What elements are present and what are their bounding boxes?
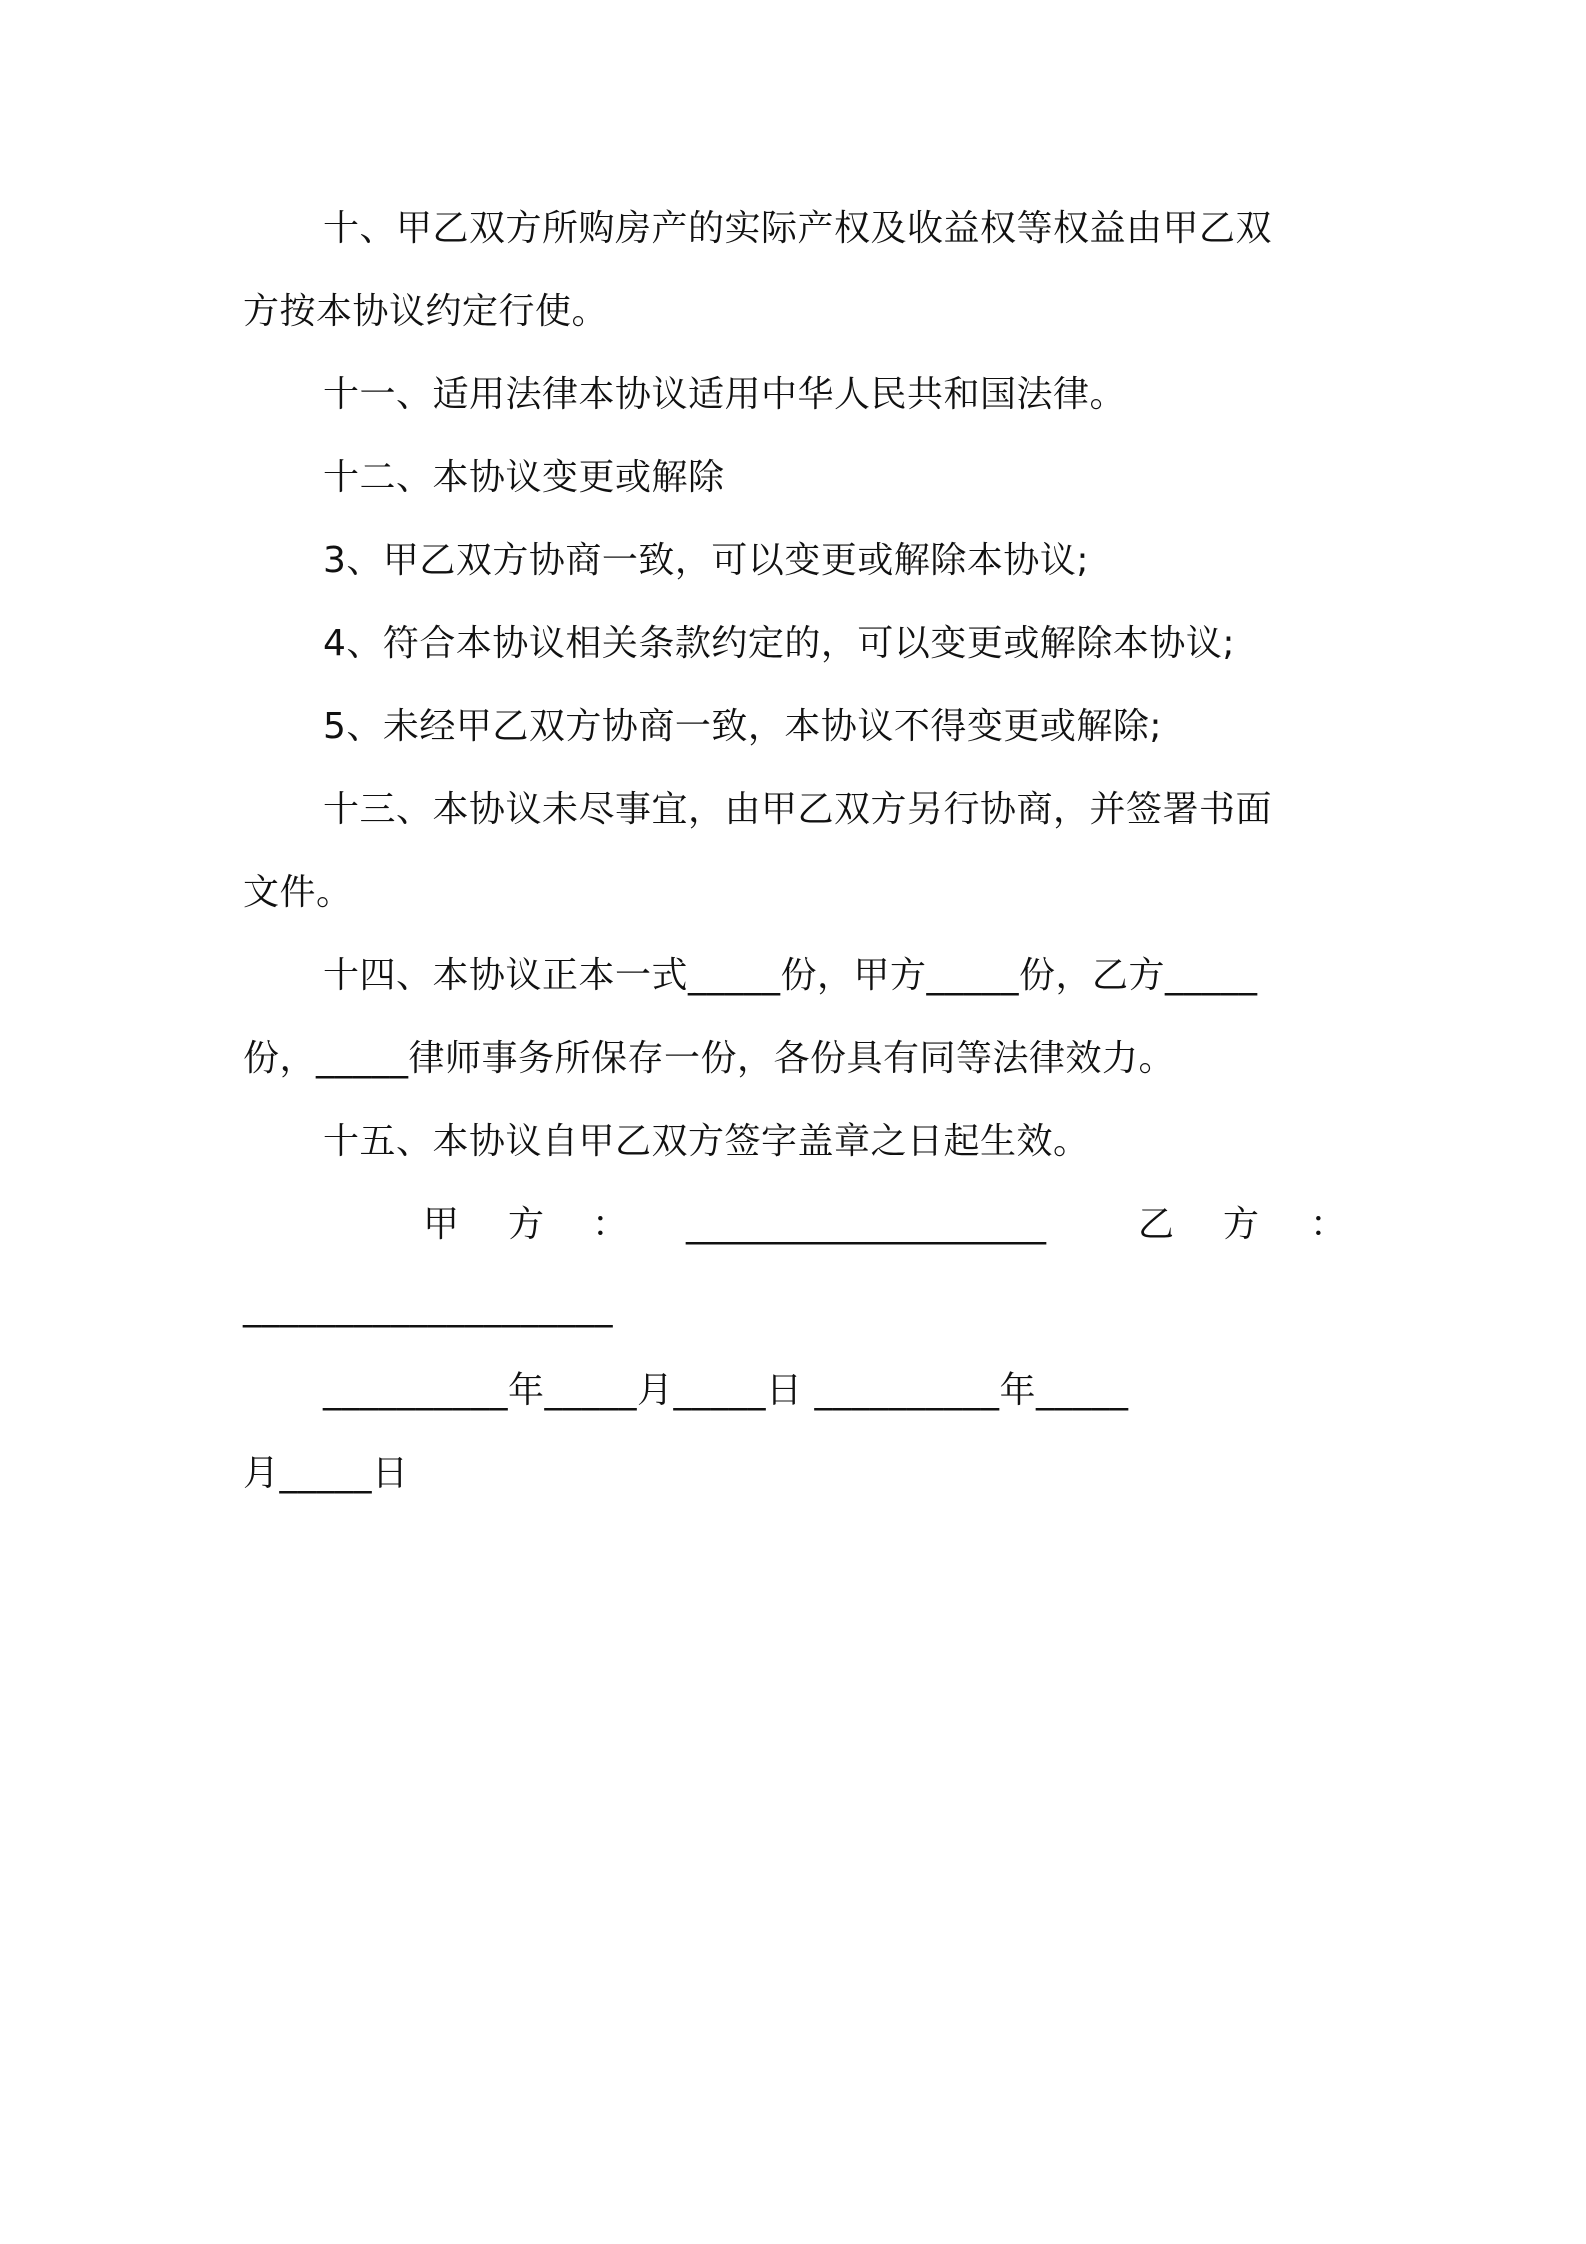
party-b-label-char-1: 乙: [1138, 1204, 1175, 1245]
date-line-2: 月_____日: [243, 1453, 409, 1494]
party-b-colon: ：: [1310, 1204, 1347, 1245]
clause-10-line-2: 方按本协议约定行使。: [243, 291, 609, 332]
clause-12-item-3: 3、甲乙双方协商一致，可以变更或解除本协议;: [323, 540, 1090, 581]
party-b-label-char-2: 方: [1223, 1204, 1260, 1245]
clause-12-heading: 十二、本协议变更或解除: [323, 457, 725, 498]
clause-12-item-4: 4、符合本协议相关条款约定的，可以变更或解除本协议;: [323, 623, 1236, 664]
date-line-1: __________年_____月_____日 __________年_____: [323, 1370, 1129, 1411]
clause-14-line-1: 十四、本协议正本一式_____份，甲方_____份，乙方_____: [323, 955, 1258, 996]
party-a-colon: ：: [592, 1204, 629, 1245]
clause-13-line-1: 十三、本协议未尽事宜，由甲乙双方另行协商，并签署书面: [323, 789, 1273, 830]
party-b-signature-blank: ____________________: [243, 1287, 613, 1328]
party-a-label-char-2: 方: [508, 1204, 545, 1245]
clause-15: 十五、本协议自甲乙双方签字盖章之日起生效。: [323, 1121, 1090, 1162]
clause-12-item-5: 5、未经甲乙双方协商一致，本协议不得变更或解除;: [323, 706, 1163, 747]
clause-10-line-1: 十、甲乙双方所购房产的实际产权及收益权等权益由甲乙双: [323, 208, 1273, 249]
party-a-label-char-1: 甲: [423, 1204, 460, 1245]
clause-14-line-2: 份，_____律师事务所保存一份，各份具有同等法律效力。: [243, 1038, 1176, 1079]
party-a-signature-blank: ____________________: [686, 1204, 1046, 1245]
clause-11: 十一、适用法律本协议适用中华人民共和国法律。: [323, 374, 1127, 415]
clause-13-line-2: 文件。: [243, 872, 353, 913]
